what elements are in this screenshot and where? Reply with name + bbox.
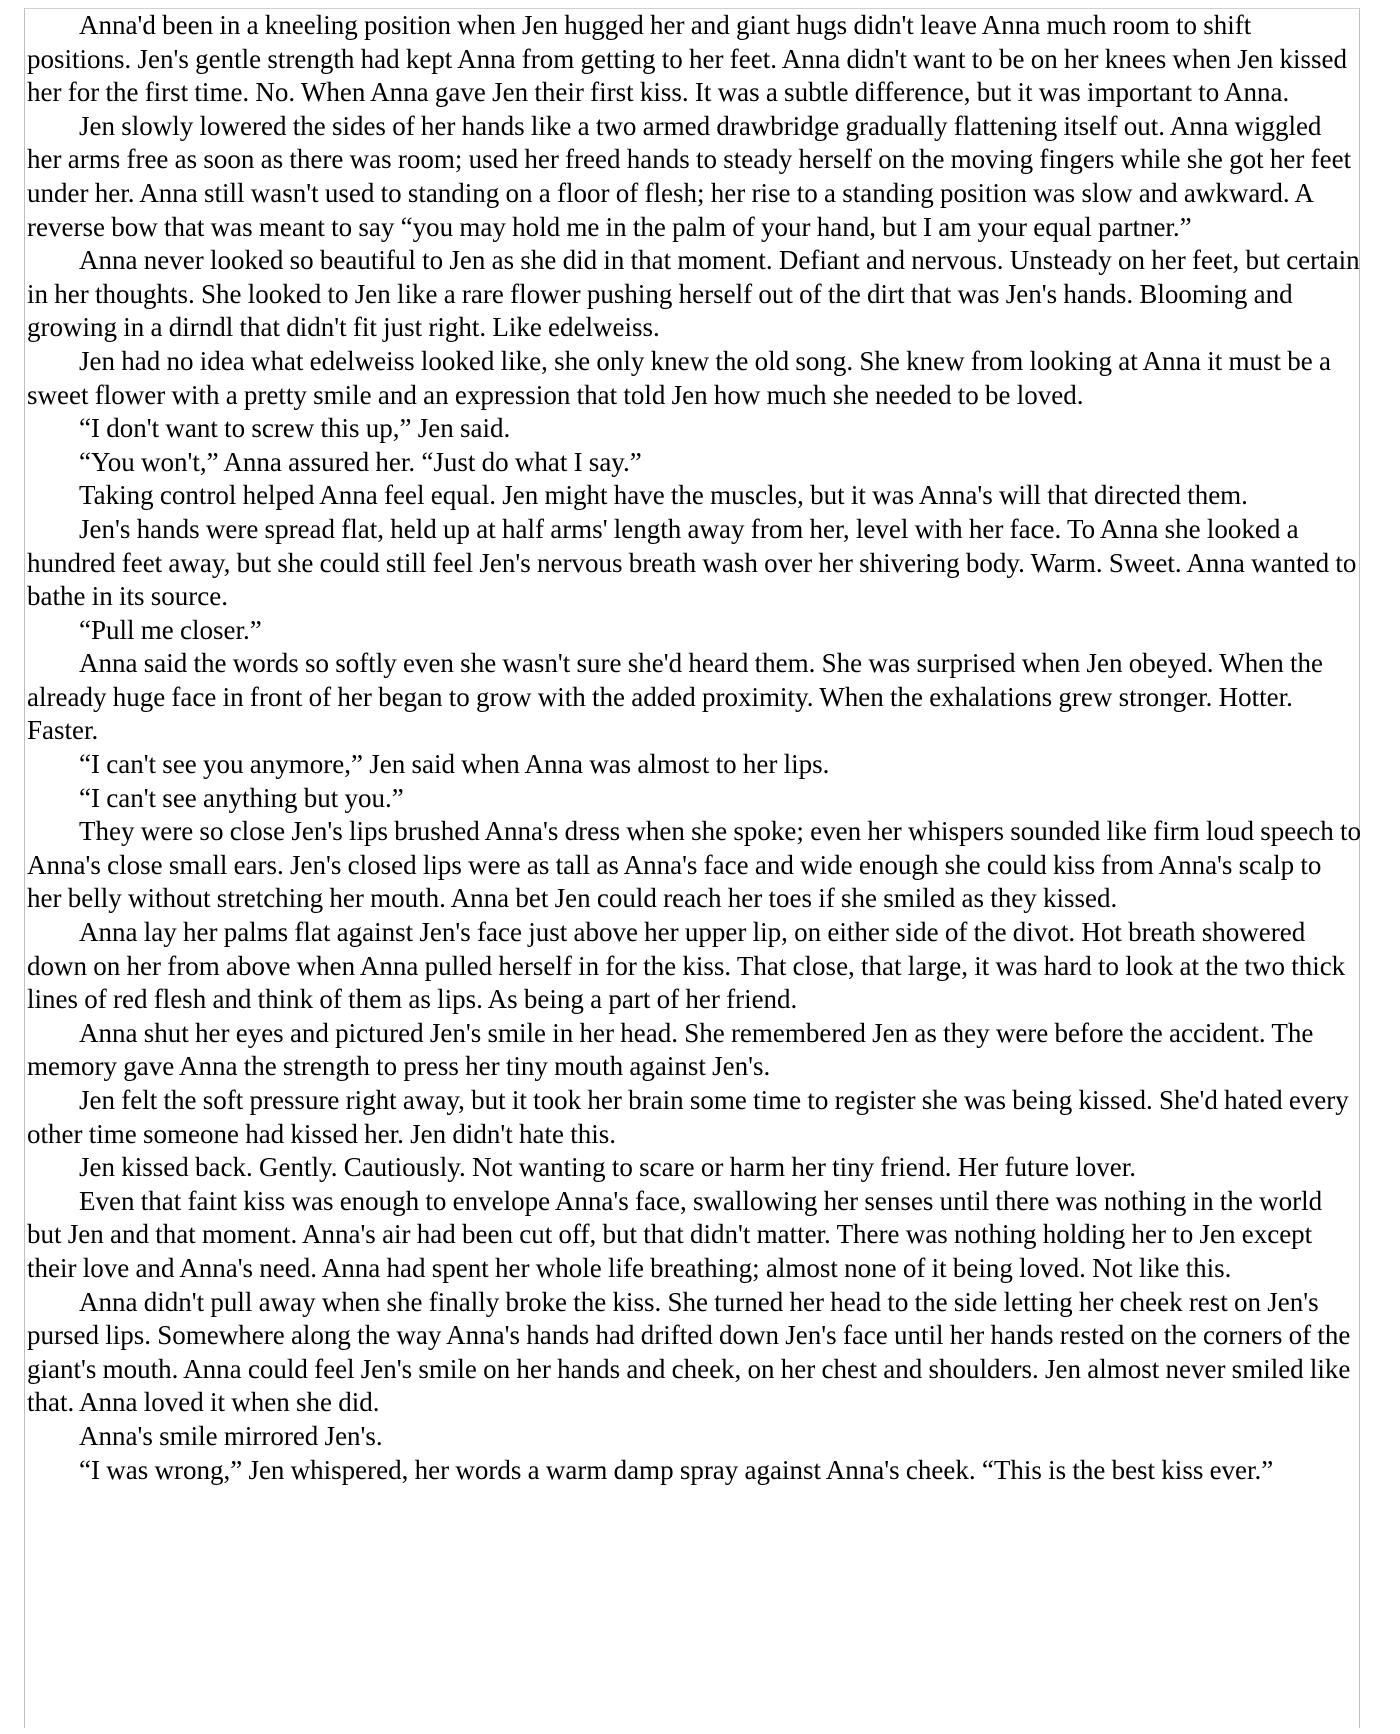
paragraph: Even that faint kiss was enough to envelope Anna's face, swallowing her senses until there was nothing in the world but Jen and that moment. Anna's air had been cut off, but that didn't matter. There was nothing holding her to Jen except their love and Anna's need. Anna had spent her whole life breathing; almost none of it being loved. Not like this. bbox=[27, 1185, 1323, 1283]
paragraph: Anna didn't pull away when she finally broke the kiss. She turned her head to the side letting her cheek rest on Jen's pursed lips. Somewhere along the way Anna's hands had drifted down Jen's face until her hands rested on the corners of the giant's mouth. Anna could feel Jen's smile on her hands and cheek, on her chest and shoulders. Jen almost never smiled like that. Anna loved it when she did. bbox=[27, 1286, 1351, 1418]
document-page bbox=[24, 8, 1360, 1728]
paragraph: Anna said the words so softly even she wasn't sure she'd heard them. She was surprised when Jen obeyed. When the already huge face in front of her began to grow with the added proximity. When the exhalations grew stronger. Hotter. Faster. bbox=[27, 648, 1323, 746]
paragraph: They were so close Jen's lips brushed Anna's dress when she spoke; even her whispers sounded like firm loud speech to Anna's close small ears. Jen's closed lips were as tall as Anna's face and wide enough she could kiss from Anna's scalp to her belly without stretching her mouth. Anna bet Jen could reach her toes if she smiled as they kissed. bbox=[27, 816, 1361, 914]
paragraph: “I was wrong,” Jen whispered, her words a warm damp spray against Anna's cheek. “This is the best kiss ever.” bbox=[79, 1454, 1274, 1485]
document-body[interactable] bbox=[27, 9, 1361, 1487]
paragraph: “I can't see anything but you.” bbox=[79, 782, 404, 813]
paragraph: Anna'd been in a kneeling position when Jen hugged her and giant hugs didn't leave Anna much room to shift positions. Jen's gentle strength had kept Anna from getting to her feet. Anna didn't want to be on her knees when Jen kissed her for the first time. No. When Anna gave Jen their first kiss. It was a subtle difference, but it was important to Anna. bbox=[27, 10, 1347, 108]
paragraph: Taking control helped Anna feel equal. Jen might have the muscles, but it was Anna's will that directed them. bbox=[79, 480, 1248, 511]
paragraph: Jen felt the soft pressure right away, but it took her brain some time to register she was being kissed. She'd hated every other time someone had kissed her. Jen didn't hate this. bbox=[27, 1085, 1349, 1149]
paragraph: Jen had no idea what edelweiss looked like, she only knew the old song. She knew from looking at Anna it must be a sweet flower with a pretty smile and an expression that told Jen how much she needed to be loved. bbox=[27, 345, 1332, 410]
paragraph: “Pull me closer.” bbox=[79, 614, 262, 645]
paragraph: “I don't want to screw this up,” Jen said. bbox=[79, 413, 511, 444]
paragraph: Jen slowly lowered the sides of her hands like a two armed drawbridge gradually flattening itself out. Anna wiggled her arms free as soon as there was room; used her freed hands to steady herself on the moving fingers while she got her feet under her. Anna still wasn't used to standing on a floor of flesh; her rise to a standing position was slow and awkward. A reverse bow that was meant to say “you may hold me in the palm of your hand, but I am your equal partner.” bbox=[27, 110, 1352, 242]
paragraph: Anna lay her palms flat against Jen's face just above her upper lip, on either side of the divot. Hot breath showered down on her from above when Anna pulled herself in for the kiss. That close, that large, it was hard to look at the two thick lines of red flesh and think of them as lips. As being a part of her friend. bbox=[27, 917, 1346, 1015]
paragraph: “You won't,” Anna assured her. “Just do what I say.” bbox=[79, 446, 642, 477]
paragraph: Anna's smile mirrored Jen's. bbox=[79, 1420, 383, 1451]
paragraph: “I can't see you anymore,” Jen said when Anna was almost to her lips. bbox=[79, 749, 830, 780]
paragraph: Jen's hands were spread flat, held up at half arms' length away from her, level with her face. To Anna she looked a hundred feet away, but she could still feel Jen's nervous breath wash over her shivering body. Warm. Sweet. Anna wanted to bathe in its source. bbox=[27, 513, 1357, 612]
paragraph: Jen kissed back. Gently. Cautiously. Not wanting to scare or harm her tiny friend. Her future lover. bbox=[79, 1152, 1136, 1183]
paragraph: Anna never looked so beautiful to Jen as she did in that moment. Defiant and nervous. Unsteady on her feet, but certain in her thoughts. She looked to Jen like a rare flower pushing herself out of the dirt that was Jen's hands. Blooming and growing in a dirndl that didn't fit just right. Like edelweiss. bbox=[27, 245, 1360, 343]
paragraph: Anna shut her eyes and pictured Jen's smile in her head. She remembered Jen as they were before the accident. The memory gave Anna the strength to press her tiny mouth against Jen's. bbox=[27, 1017, 1314, 1082]
